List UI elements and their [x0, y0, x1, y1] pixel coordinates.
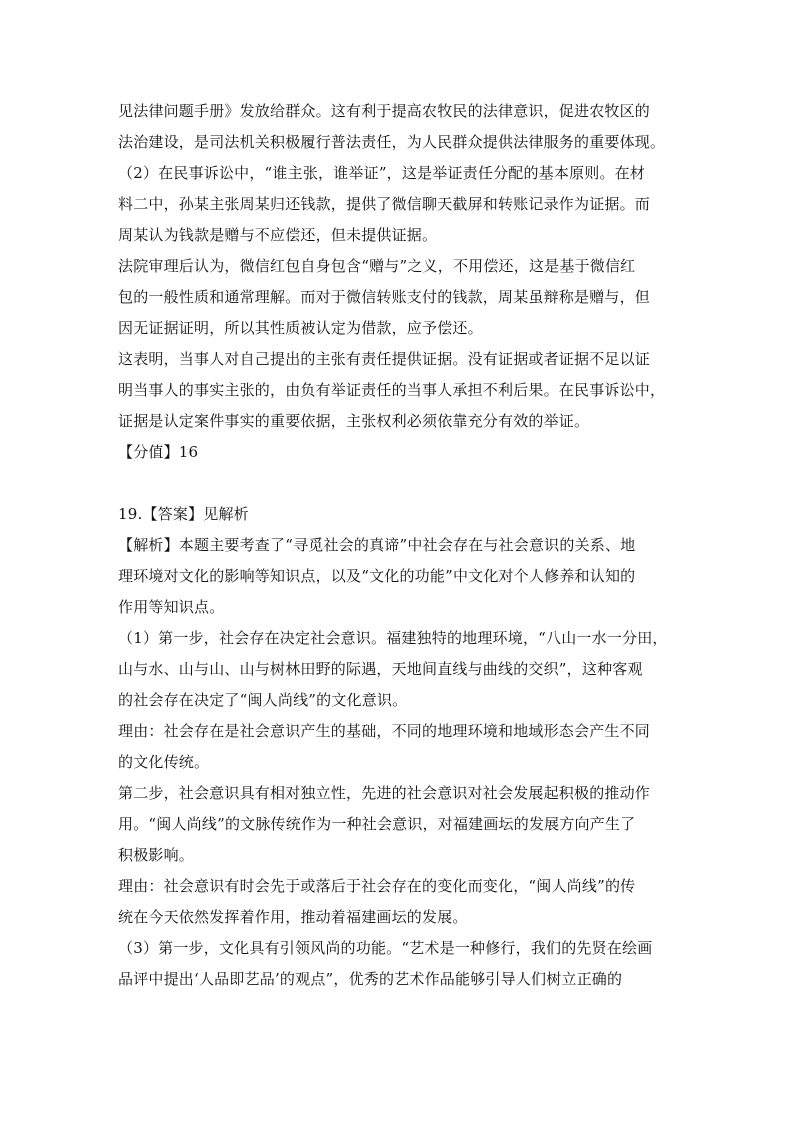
text-line: 品评中提出‘人品即艺品’的观点”，优秀的艺术作品能够引导人们树立正确的	[118, 970, 623, 988]
text-line: 第二步，社会意识具有相对独立性，先进的社会意识对社会发展起积极的推动作	[118, 784, 651, 802]
text-line: （2）在民事诉讼中，“谁主张，谁举证”，这是举证责任分配的基本原则。在材	[118, 164, 646, 182]
text-line: 【解析】本题主要考查了“寻觅社会的真谛”中社会存在与社会意识的关系、地	[118, 536, 636, 554]
text-line: 法治建设，是司法机关积极履行普法责任，为人民群众提供法律服务的重要体现。	[118, 133, 666, 151]
text-line: 理环境对文化的影响等知识点，以及“文化的功能”中文化对个人修养和认知的	[118, 567, 636, 585]
text-line: 见法律问题手册》发放给群众。这有利于提高农牧民的法律意识，促进农牧区的	[118, 102, 651, 120]
text-line: （3）第一步，文化具有引领风尚的功能。“艺术是一种修行，我们的先贤在绘画	[118, 939, 653, 957]
text-line: 的社会存在决定了“闽人尚线”的文化意识。	[118, 691, 408, 709]
text-line: 证据是认定案件事实的重要依据，主张权利必须依靠充分有效的举证。	[118, 412, 590, 430]
text-line: 包的一般性质和通常理解。而对于微信转账支付的钱款，周某虽辩称是赠与，但	[118, 288, 651, 306]
text-line: 山与水、山与山、山与树林田野的际遇，天地间直线与曲线的交织”，这种客观	[118, 660, 643, 678]
text-line: 因无证据证明，所以其性质被认定为借款，应予偿还。	[118, 319, 483, 337]
text-line: （1）第一步，社会存在决定社会意识。福建独特的地理环境，“八山一水一分田，	[118, 629, 668, 647]
text-line: 明当事人的事实主张的，由负有举证责任的当事人承担不利后果。在民事诉讼中，	[118, 381, 666, 399]
text-line: 理由：社会意识有时会先于或落后于社会存在的变化而变化，“闽人尚线”的传	[118, 877, 636, 895]
text-line: 作用等知识点。	[118, 598, 225, 616]
text-line: 的文化传统。	[118, 753, 210, 771]
score-line: 【分值】16	[118, 443, 199, 461]
blank-line	[118, 468, 678, 499]
text-line: 周某认为钱款是赠与不应偿还，但未提供证据。	[118, 226, 438, 244]
answer-heading: 19.【答案】见解析	[118, 505, 249, 523]
text-line: 用。“闽人尚线”的文脉传统作为一种社会意识，对福建画坛的发展方向产生了	[118, 815, 636, 833]
text-line: 这表明，当事人对自己提出的主张有责任提供证据。没有证据或者证据不足以证	[118, 350, 651, 368]
text-line: 统在今天依然发挥着作用，推动着福建画坛的发展。	[118, 908, 468, 926]
text-line: 积极影响。	[118, 846, 195, 864]
text-line: 法院审理后认为，微信红包自身包含“赠与”之义，不用偿还，这是基于微信红	[118, 257, 636, 275]
text-line: 理由：社会存在是社会意识产生的基础，不同的地理环境和地域形态会产生不同	[118, 722, 651, 740]
document-body	[118, 96, 678, 995]
text-line: 料二中，孙某主张周某归还钱款，提供了微信聊天截屏和转账记录作为证据。而	[118, 195, 651, 213]
